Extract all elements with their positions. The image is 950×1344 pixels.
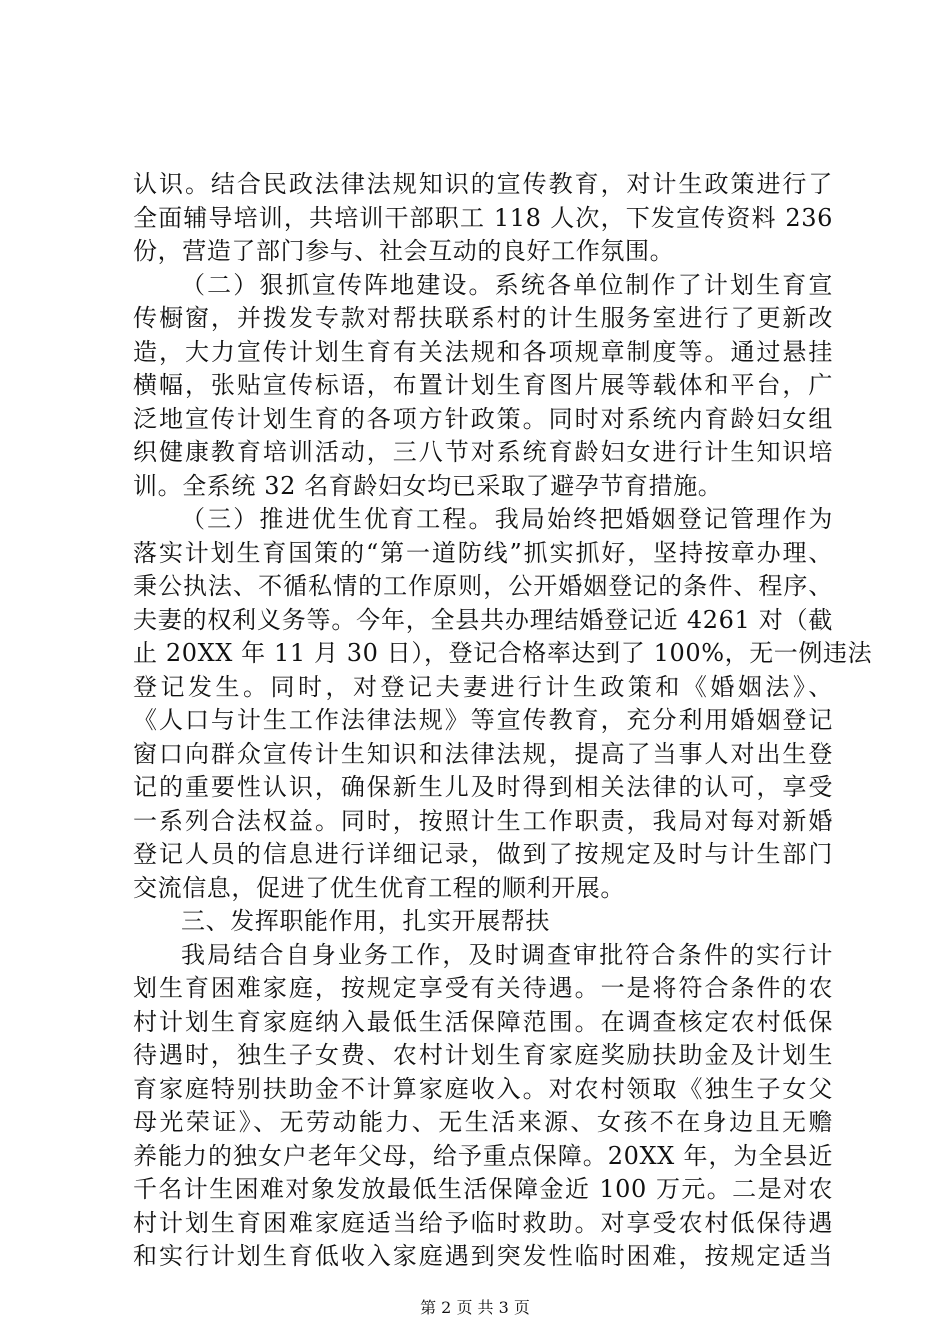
text-line: 三、发挥职能作用，扎实开展帮扶 [181, 907, 550, 935]
text-line: （二）狠抓宣传阵地建设。系统各单位制作了计划生育宣 [181, 270, 833, 299]
page-footer: 第 2 页 共 3 页 [420, 1298, 530, 1317]
text-line: 登记人员的信息进行详细记录，做到了按规定及时与计生部门 [133, 840, 833, 868]
text-line: 秉公执法、不循私情的工作原则，公开婚姻登记的条件、程序、 [133, 572, 833, 600]
text-line: 育家庭特别扶助金不计算家庭收入。对农村领取《独生子女父 [133, 1074, 833, 1103]
text-line: 划生育困难家庭，按规定享受有关待遇。一是将符合条件的农 [133, 974, 833, 1002]
text-line: 夫妻的权利义务等。今年，全县共办理结婚登记近 4261 对（截 [133, 605, 833, 634]
text-line: 村计划生育家庭纳入最低生活保障范围。在调查核定农村低保 [133, 1007, 833, 1036]
text-line: 母光荣证》、无劳动能力、无生活来源、女孩不在身边且无赡 [133, 1108, 833, 1136]
text-line: 泛地宣传计划生育的各项方针政策。同时对系统内育龄妇女组 [133, 404, 833, 433]
document-body [133, 168, 873, 1274]
text-line: 横幅，张贴宣传标语，布置计划生育图片展等载体和平台，广 [133, 371, 833, 399]
text-line: 训。全系统 32 名育龄妇女均已采取了避孕节育措施。 [133, 471, 723, 500]
text-line: 和实行计划生育低收入家庭遇到突发性临时困难，按规定适当 [133, 1242, 833, 1270]
text-line: 记的重要性认识，确保新生儿及时得到相关法律的认可，享受 [133, 773, 833, 801]
text-line: 造，大力宣传计划生育有关法规和各项规章制度等。通过悬挂 [133, 337, 833, 366]
text-line: 落实计划生育国策的“第一道防线”抓实抓好，坚持按章办理、 [133, 538, 833, 567]
text-line: 村计划生育困难家庭适当给予临时救助。对享受农村低保待遇 [133, 1208, 833, 1237]
text-line: 《人口与计生工作法律法规》等宣传教育，充分利用婚姻登记 [133, 706, 833, 734]
text-line: 传橱窗，并拨发专款对帮扶联系村的计生服务室进行了更新改 [133, 304, 833, 332]
text-line: 千名计生困难对象发放最低生活保障金近 100 万元。二是对农 [133, 1175, 833, 1203]
text-line: 养能力的独女户老年父母，给予重点保障。20XX 年，为全县近 [133, 1141, 833, 1170]
text-line: 一系列合法权益。同时，按照计生工作职责，我局对每对新婚 [133, 806, 833, 835]
text-line: 交流信息，促进了优生优育工程的顺利开展。 [133, 873, 625, 902]
text-line: 认识。结合民政法律法规知识的宣传教育，对计生政策进行了 [133, 170, 833, 198]
text-line: （三）推进优生优育工程。我局始终把婚姻登记管理作为 [181, 505, 833, 533]
text-line: 份，营造了部门参与、社会互动的良好工作氛围。 [133, 237, 675, 265]
text-line: 全面辅导培训，共培训干部职工 118 人次，下发宣传资料 236 [133, 203, 833, 232]
text-line: 织健康教育培训活动，三八节对系统育龄妇女进行计生知识培 [133, 438, 833, 466]
text-line: 待遇时，独生子女费、农村计划生育家庭奖励扶助金及计划生 [133, 1041, 833, 1069]
text-line: 止 20XX 年 11 月 30 日），登记合格率达到了 100%，无一例违法 [133, 639, 873, 667]
text-line: 登记发生。同时，对登记夫妻进行计生政策和《婚姻法》、 [133, 672, 833, 701]
text-line: 窗口向群众宣传计生知识和法律法规，提高了当事人对出生登 [133, 739, 833, 768]
text-line: 我局结合自身业务工作，及时调查审批符合条件的实行计 [181, 940, 833, 969]
